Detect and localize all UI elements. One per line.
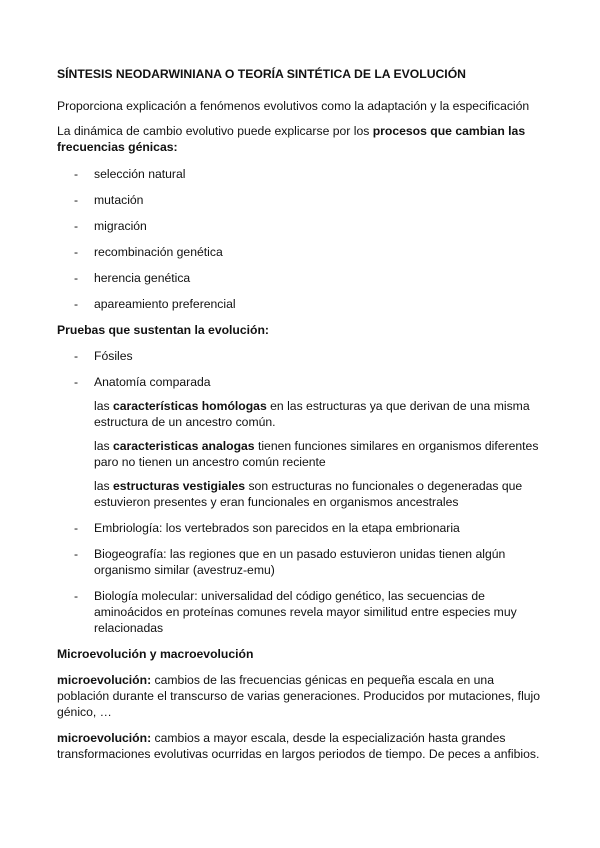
dash-marker: - xyxy=(74,219,79,233)
sub-bold: estructuras vestigiales xyxy=(112,479,246,493)
list-item xyxy=(57,520,547,536)
list-item xyxy=(57,166,547,182)
list-item xyxy=(57,244,547,260)
list-item-text: Embriología: los vertebrados son parecidos en la etapa embrionaria xyxy=(94,521,460,535)
document-page xyxy=(57,66,547,772)
sub-text: tienen funciones similares en organismos diferentes paro no tienen un ancestro común reciente xyxy=(94,439,539,469)
analogas-paragraph xyxy=(57,438,547,470)
list-item-text: migración xyxy=(94,219,147,233)
def-term: microevolución: xyxy=(57,673,152,687)
dash-marker: - xyxy=(74,349,79,363)
list-item xyxy=(57,588,547,636)
lead-bold: procesos que cambian las frecuencias génicas: xyxy=(57,124,526,154)
list-item-text: apareamiento preferencial xyxy=(94,297,236,311)
pruebas-list-b xyxy=(57,520,547,636)
list-item-text: Fósiles xyxy=(94,349,133,363)
page-title: SÍNTESIS NEODARWINIANA O TEORÍA SINTÉTICA DE LA EVOLUCIÓN xyxy=(57,67,466,81)
sub-text: son estructuras no funcionales o degeneradas que estuvieron presentes y eran funcionales en organismos ancestrales xyxy=(94,479,523,509)
list-item xyxy=(57,348,547,364)
list-item-text: Anatomía comparada xyxy=(94,375,211,389)
dash-marker: - xyxy=(74,167,79,181)
def-term: microevolución: xyxy=(57,731,152,745)
list-item-text: selección natural xyxy=(94,167,186,181)
list-item-text: Biología molecular: universalidad del código genético, las secuencias de aminoácidos en proteínas comunes revela mayor similitud entre especies muy relacionadas xyxy=(94,589,517,635)
list-item xyxy=(57,270,547,286)
lead-paragraph xyxy=(57,123,547,155)
list-item xyxy=(57,374,547,390)
sub-text: las xyxy=(94,439,113,453)
def-text: cambios a mayor escala, desde la especialización hasta grandes transformaciones evolutivas ocurridas en largos periodos de tiempo. De peces a anfibios. xyxy=(57,731,540,761)
dash-marker: - xyxy=(74,547,79,561)
list-item-text: herencia genética xyxy=(94,271,191,285)
dash-marker: - xyxy=(74,297,79,311)
list-item xyxy=(57,192,547,208)
micro-macro-heading: Microevolución y macroevolución xyxy=(57,647,254,661)
pruebas-heading: Pruebas que sustentan la evolución: xyxy=(57,323,269,337)
macroevolucion-paragraph xyxy=(57,730,547,762)
dash-marker: - xyxy=(74,193,79,207)
sub-bold: características homólogas xyxy=(112,399,267,413)
sub-text: las xyxy=(94,479,113,493)
sub-text: en las estructuras ya que derivan de una misma estructura de un ancestro común. xyxy=(94,399,530,429)
lead-text: La dinámica de cambio evolutivo puede explicarse por los xyxy=(57,124,373,138)
dash-marker: - xyxy=(74,375,79,389)
process-list xyxy=(57,166,547,312)
list-item-text: Biogeografía: las regiones que en un pasado estuvieron unidas tienen algún organismo similar (avestruz-emu) xyxy=(94,547,506,577)
def-text: cambios de las frecuencias génicas en pequeña escala en una población durante el transcurso de varias generaciones. Producidos por mutaciones, flujo génico, … xyxy=(57,673,541,719)
dash-marker: - xyxy=(74,521,79,535)
list-item xyxy=(57,296,547,312)
sub-bold: caracteristicas analogas xyxy=(112,439,255,453)
sub-text: las xyxy=(94,399,113,413)
dash-marker: - xyxy=(74,271,79,285)
dash-marker: - xyxy=(74,589,79,603)
homologas-paragraph xyxy=(57,398,547,430)
list-item-text: mutación xyxy=(94,193,144,207)
pruebas-list-a xyxy=(57,348,547,390)
list-item-text: recombinación genética xyxy=(94,245,223,259)
intro-paragraph: Proporciona explicación a fenómenos evolutivos como la adaptación y la especificación xyxy=(57,99,530,113)
vestigiales-paragraph xyxy=(57,478,547,510)
list-item xyxy=(57,546,547,578)
microevolucion-paragraph xyxy=(57,672,547,720)
list-item xyxy=(57,218,547,234)
dash-marker: - xyxy=(74,245,79,259)
